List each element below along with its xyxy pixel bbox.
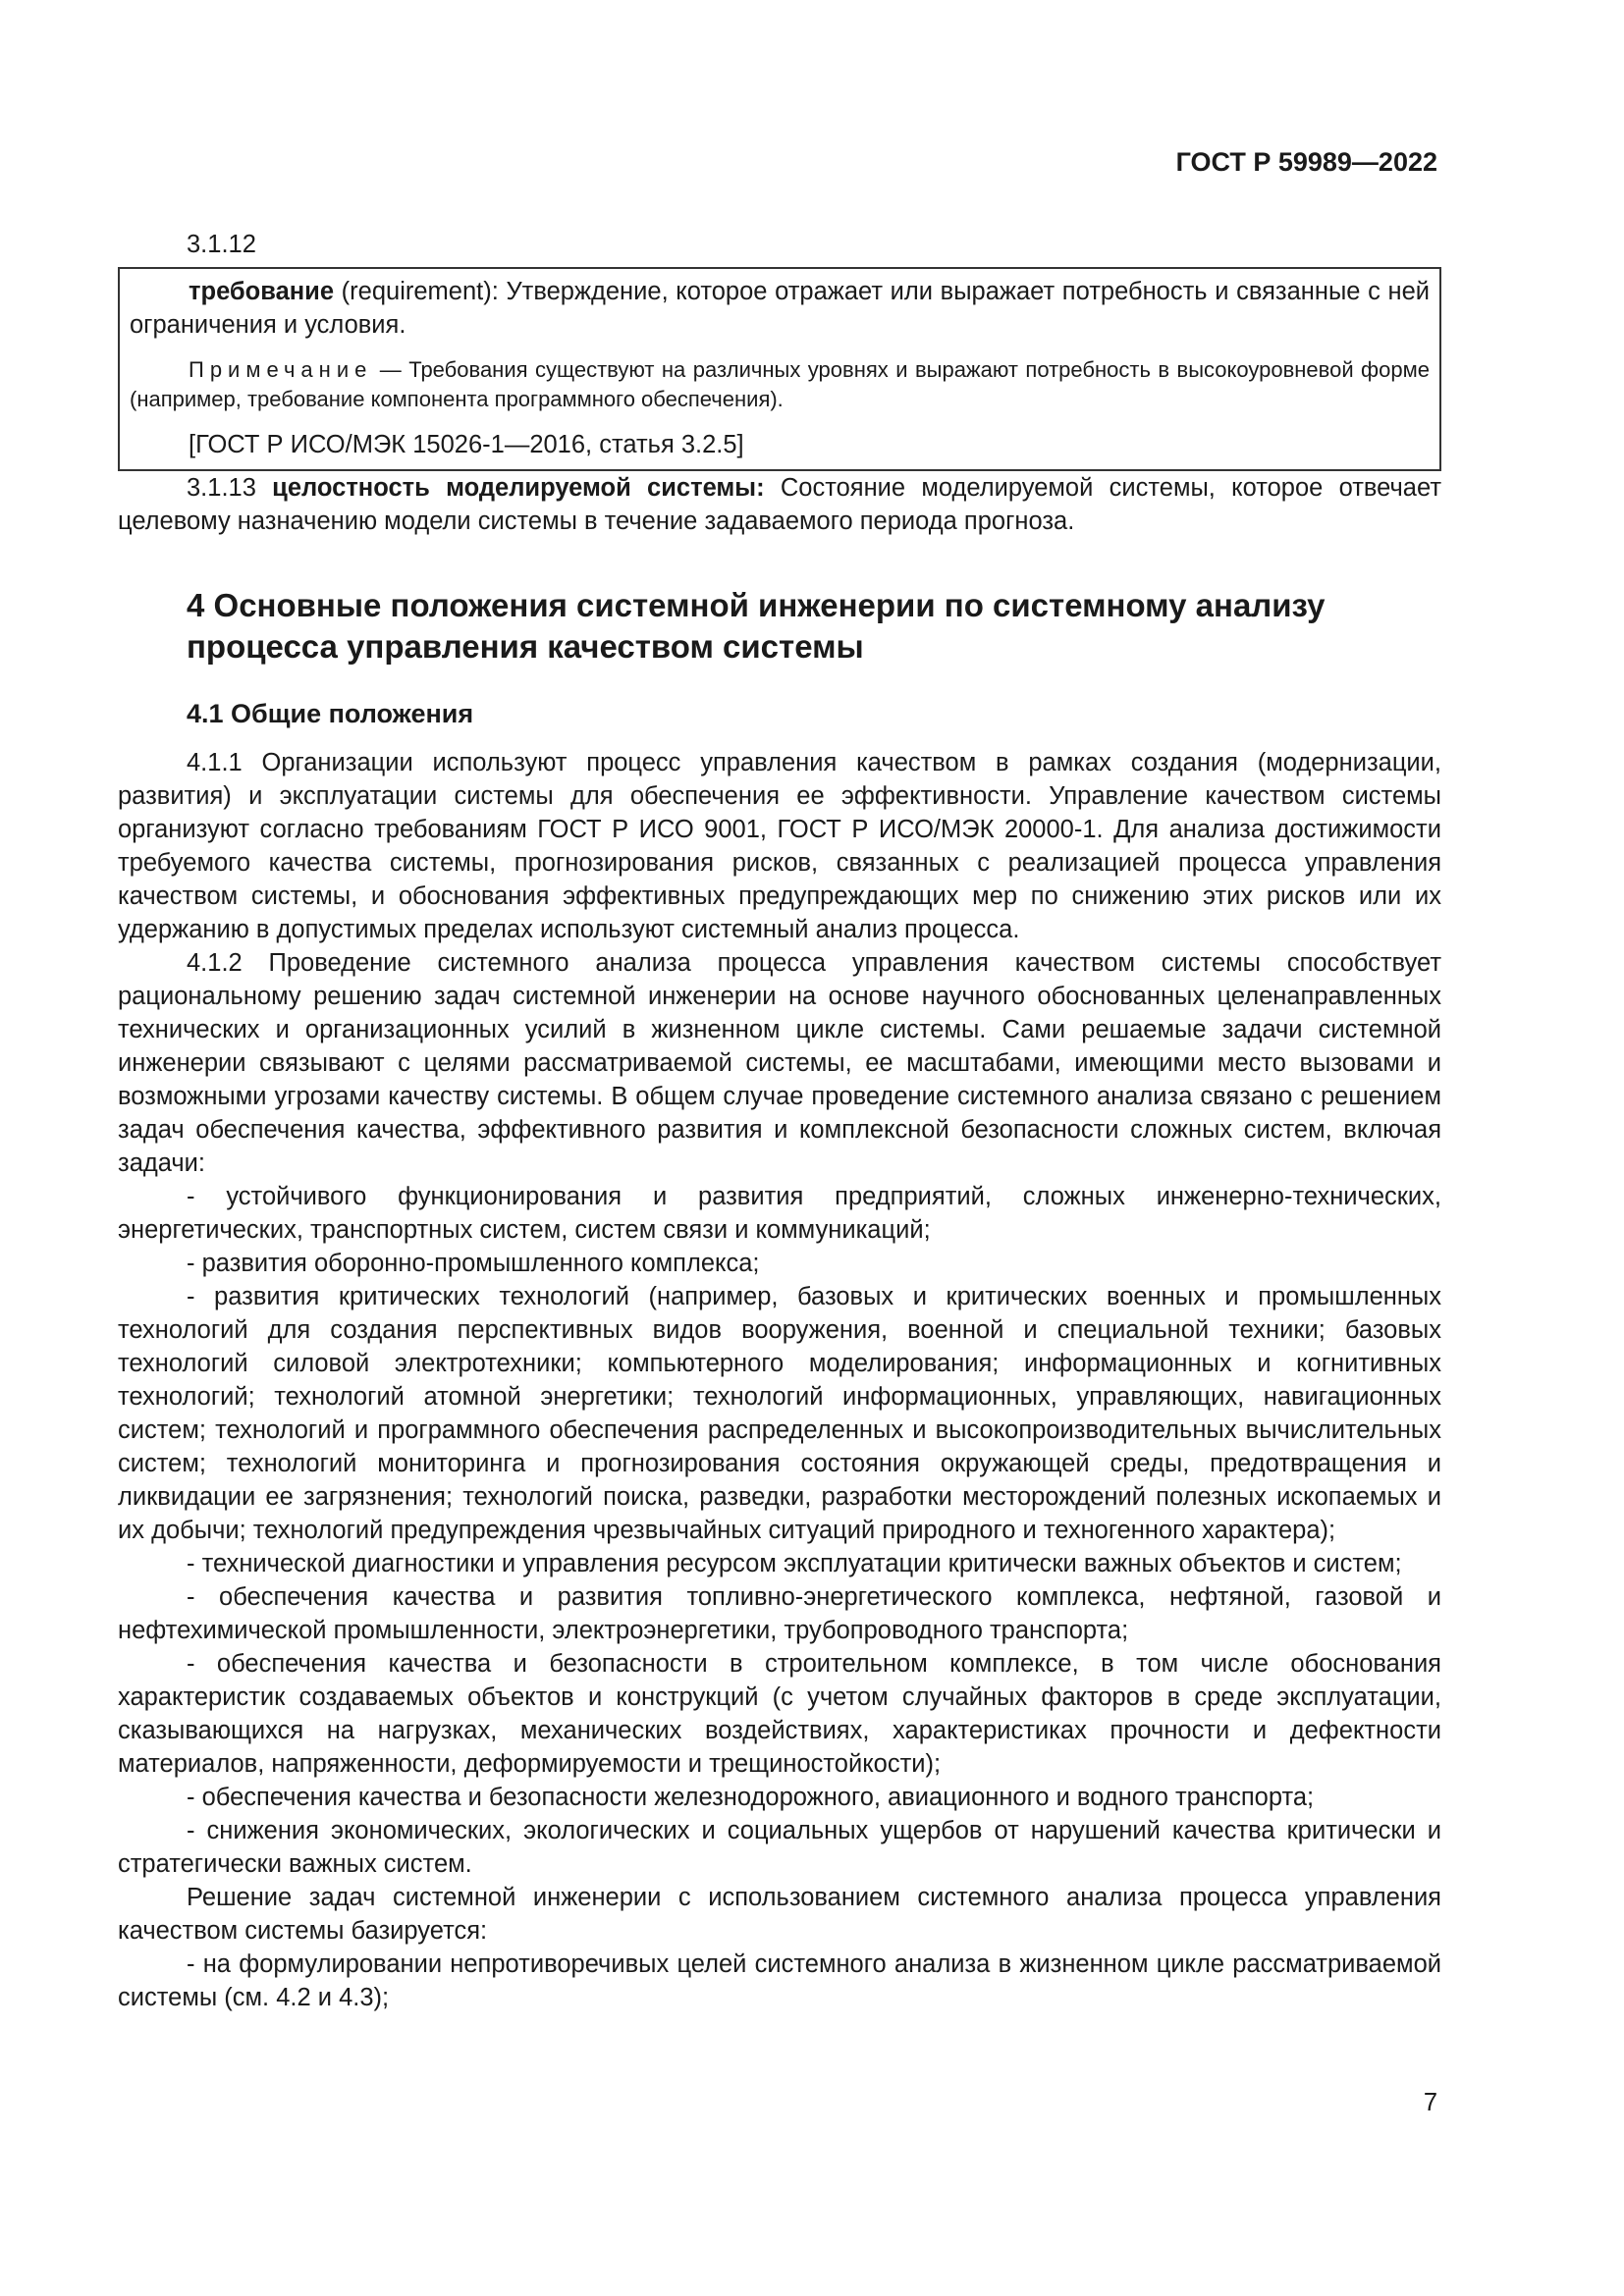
- term-definition-requirement: [130, 275, 1430, 342]
- page-number: 7: [1423, 2089, 1437, 2116]
- list-item: - развития критических технологий (например, базовых и критических военных и промышленных технологий для создания перспективных видов вооружения, военной и специальной техники; базовых технологий силовой электротехники; компьютерного моделирования; информационных и когнитивных технологий; технологий атомной энергетики; технологий информационных, управляющих, навигационных систем; технологий и программного обеспечения распределенных и высокопроизводительных вычислительных систем; технологий мониторинга и прогнозирования состояния окружающей среды, предотвращения и ликвидации ее загрязнения; технологий поиска, разведки, разработки месторождений полезных ископаемых и их добычи; технологий предупреждения чрезвычайных ситуаций природного и техногенного характера);: [118, 1283, 1441, 1544]
- list-item: - развития оборонно-промышленного комплекса;: [187, 1250, 760, 1277]
- paragraph: Решение задач системной инженерии с использованием системного анализа процесса управления качеством системы базируется:: [118, 1884, 1441, 1945]
- term-source-reference: [ГОСТ Р ИСО/МЭК 15026-1—2016, статья 3.2.5]: [189, 431, 744, 458]
- list-item: - снижения экономических, экологических и социальных ущербов от нарушений качества критически и стратегически важных систем.: [118, 1817, 1441, 1878]
- term-number-3-1-13: 3.1.13: [187, 474, 273, 502]
- term-system-integrity-definition: Состояние моделируемой системы, которое отвечает целевому назначению модели системы в течение задаваемого периода прогноза.: [118, 474, 1441, 535]
- term-note: [130, 355, 1430, 414]
- list-item: - устойчивого функционирования и развития предприятий, сложных инженерно-технических, энергетических, транспортных систем, систем связи и коммуникаций;: [118, 1183, 1441, 1244]
- list-item: - технической диагностики и управления ресурсом эксплуатации критически важных объектов и систем;: [187, 1550, 1402, 1577]
- paragraph: 4.1.2 Проведение системного анализа процесса управления качеством системы способствует рациональному решению задач системной инженерии на основе научного обоснованных целенаправленных технических и организационных усилий в жизненном цикле системы. Сами решаемые задачи системной инженерии связывают с целями рассматриваемой системы, ее масштабами, имеющими место вызовами и возможными угрозами качеству системы. В общем случае проведение системного анализа связано с решением задач обеспечения качества, эффективного развития и комплексной безопасности сложных систем, включая задачи:: [118, 949, 1441, 1177]
- subsection-title: 4.1 Общие положения: [187, 699, 474, 728]
- term-3-1-13: [118, 471, 1441, 538]
- note-label: Примечание: [189, 357, 373, 382]
- term-requirement: требование: [189, 278, 335, 305]
- document-id-header: ГОСТ Р 59989—2022: [1175, 147, 1437, 177]
- term-number-3-1-12: 3.1.12: [187, 231, 256, 258]
- section-title: 4 Основные положения системной инженерии по системному анализу процесса управления качеством системы: [187, 587, 1326, 665]
- paragraph: 4.1.1 Организации используют процесс управления качеством в рамках создания (модернизации, развития) и эксплуатации системы для обеспечения ее эффективности. Управление качеством системы организуют согласно требованиям ГОСТ Р ИСО 9001, ГОСТ Р ИСО/МЭК 20000-1. Для анализа достижимости требуемого качества системы, прогнозирования рисков, связанных с реализацией процесса управления качеством системы, и обоснования эффективных предупреждающих мер по снижению этих рисков или их удержанию в допустимых пределах используют системный анализ процесса.: [118, 749, 1441, 943]
- note-text: — Требования существуют на различных уровнях и выражают потребность в высокоуровневой форме (например, требование компонента программного обеспечения).: [130, 357, 1430, 411]
- list-item: - обеспечения качества и развития топливно-энергетического комплекса, нефтяной, газовой и нефтехимической промышленности, электроэнергетики, трубопроводного транспорта;: [118, 1583, 1441, 1644]
- list-item: - на формулировании непротиворечивых целей системного анализа в жизненном цикле рассматриваемой системы (см. 4.2 и 4.3);: [118, 1950, 1441, 2011]
- list-item: - обеспечения качества и безопасности в строительном комплексе, в том числе обоснования характеристик создаваемых объектов и конструкций (с учетом случайных факторов в среде эксплуатации, сказывающихся на нагрузках, механических воздействиях, характеристиках прочности и дефектности материалов, напряженности, деформируемости и трещиностойкости);: [118, 1650, 1441, 1778]
- page-content: [118, 228, 1441, 2014]
- term-requirement-definition: (requirement): Утверждение, которое отражает или выражает потребность и связанные с ней ограничения и условия.: [130, 278, 1430, 339]
- term-box-requirement: [118, 267, 1441, 471]
- term-system-integrity: целостность моделируемой системы:: [272, 474, 765, 502]
- list-item: - обеспечения качества и безопасности железнодорожного, авиационного и водного транспорта;: [187, 1784, 1315, 1811]
